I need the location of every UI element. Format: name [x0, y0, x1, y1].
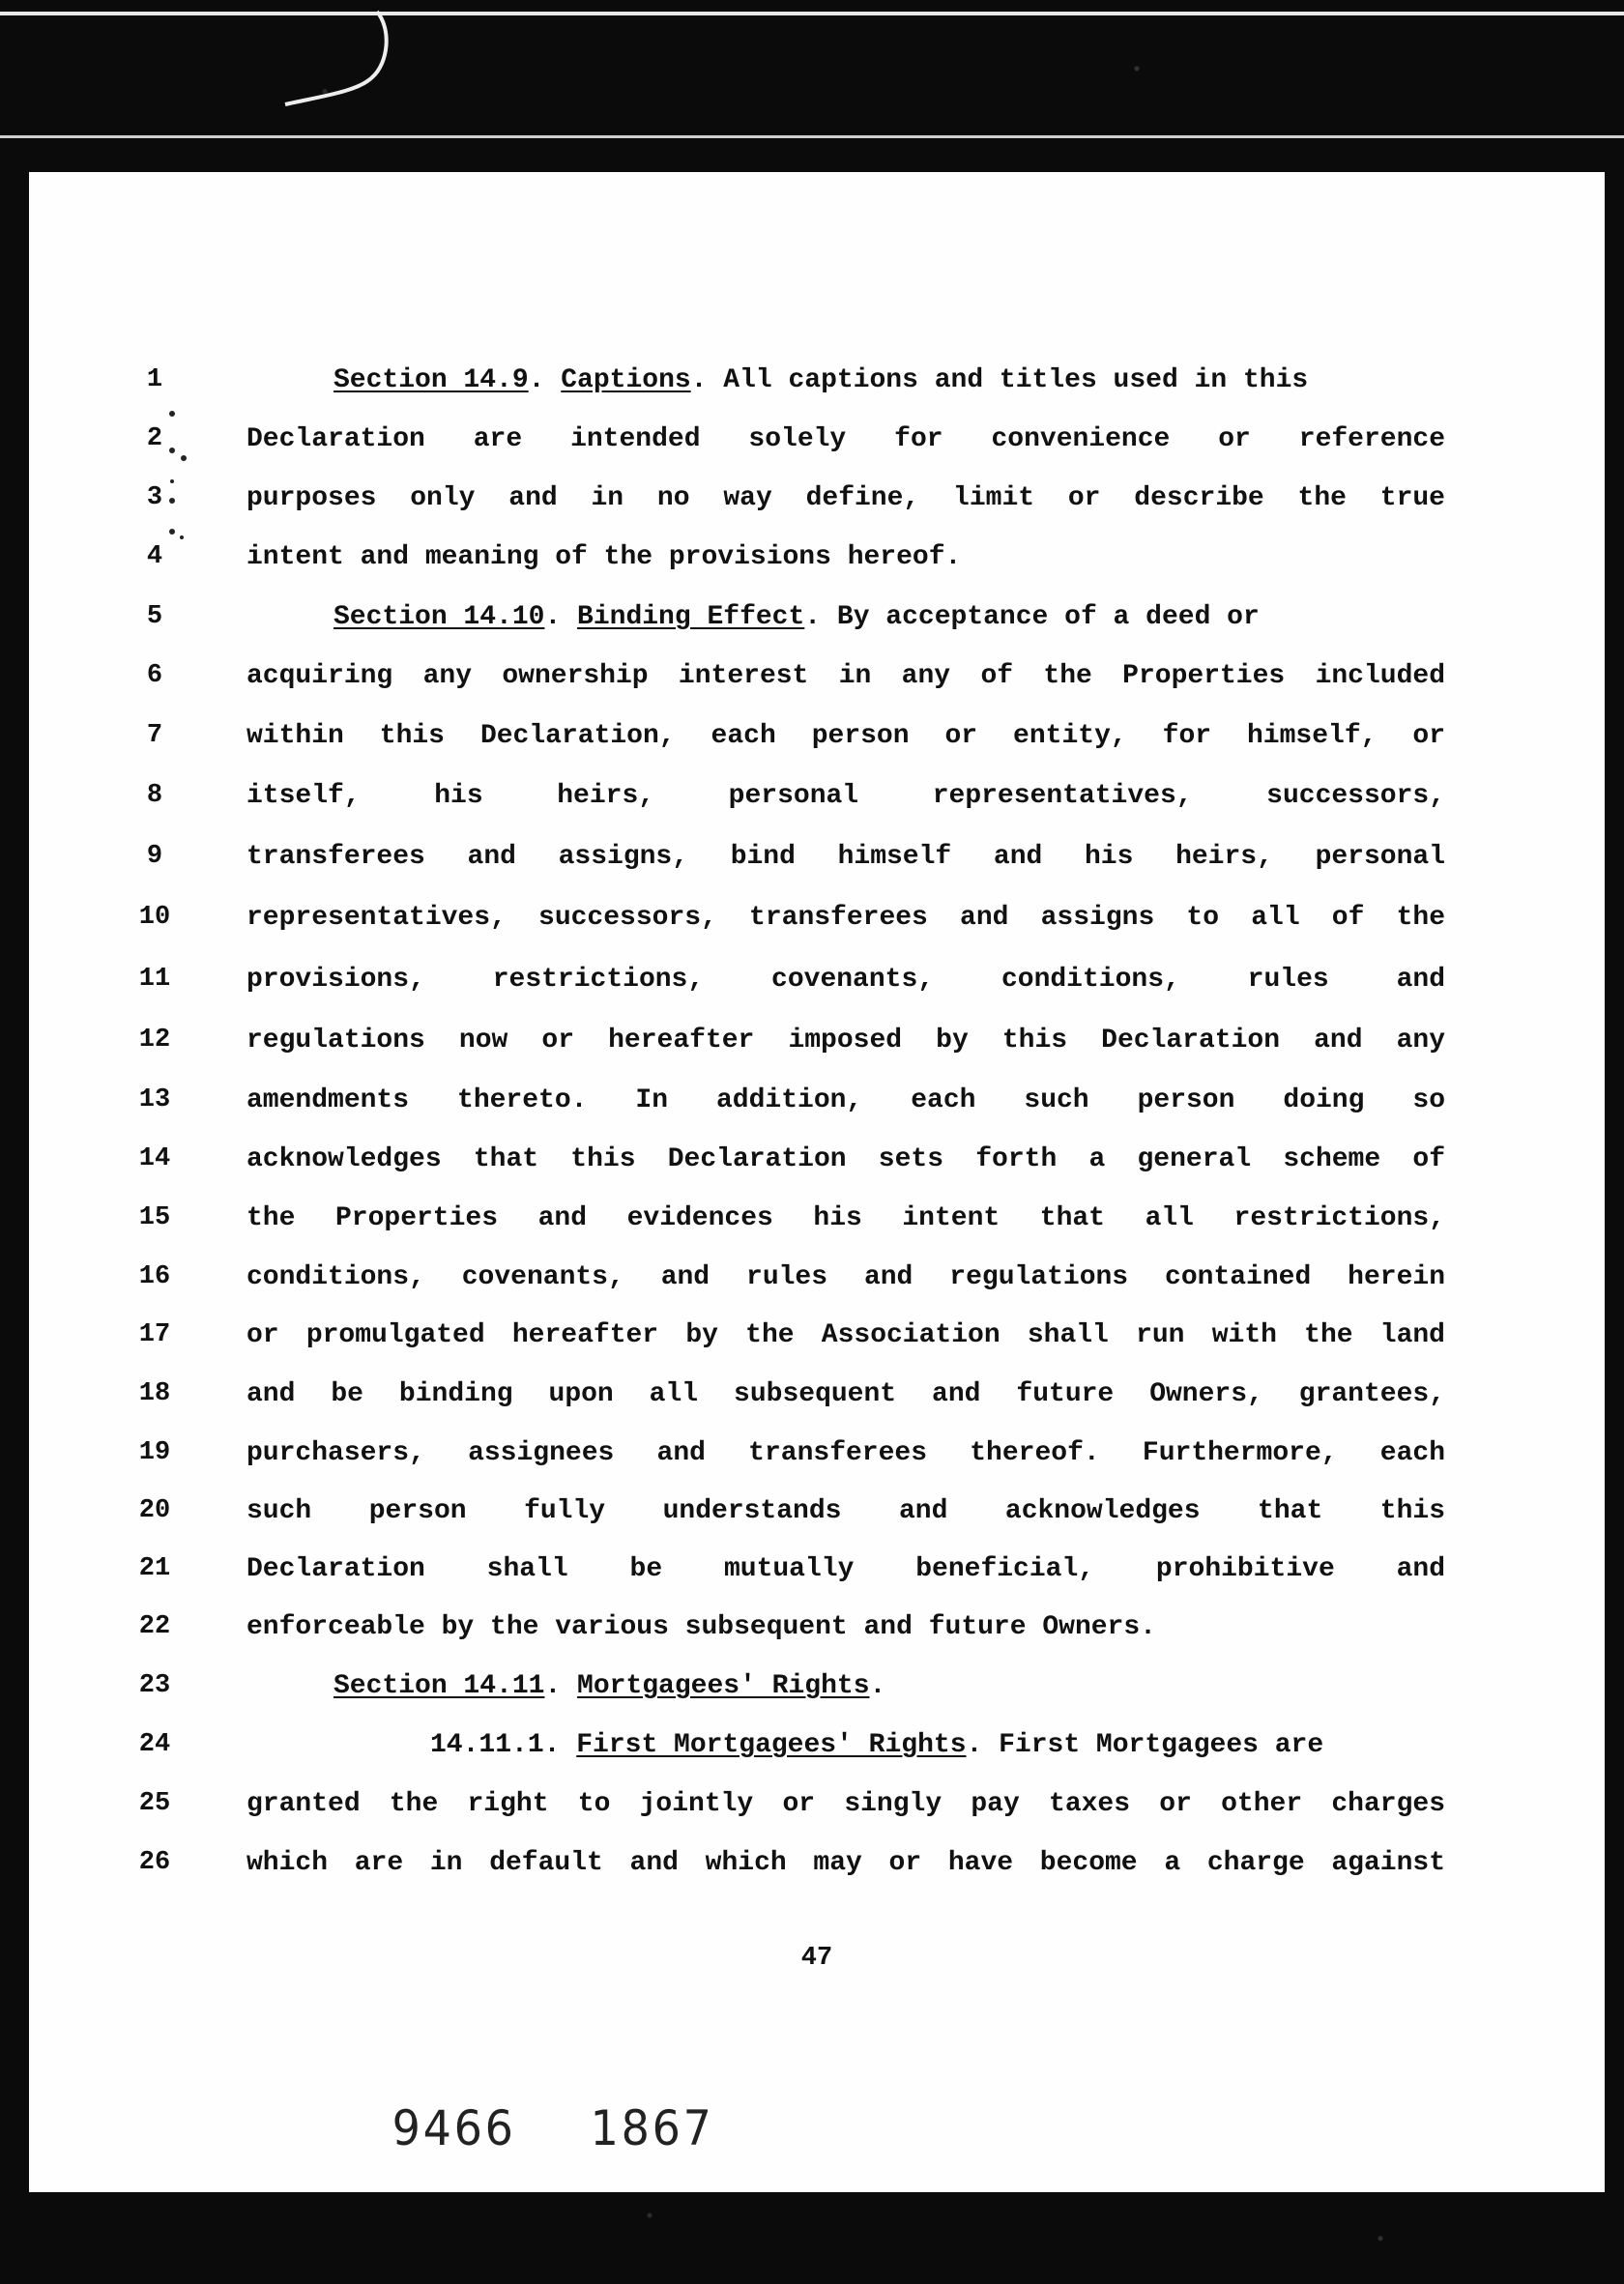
text-fragment: . First Mortgagees are [966, 1730, 1324, 1760]
line-number: 18 [138, 1379, 171, 1408]
line-number: 2 [146, 424, 163, 453]
line-number: 24 [138, 1730, 171, 1759]
line-number: 4 [146, 542, 163, 571]
line-number: 15 [138, 1203, 171, 1232]
line-number: 11 [138, 965, 171, 994]
text-line [246, 1671, 1445, 1701]
text-line: Declaration shall be mutually beneficial, prohibitive and [246, 1554, 1445, 1584]
text-line: acquiring any ownership interest in any of the Properties included [246, 661, 1445, 691]
section-title: Mortgagees' Rights [577, 1671, 870, 1701]
text-line: and be binding upon all subsequent and future Owners, grantees, [246, 1379, 1445, 1409]
text-fragment: . [528, 365, 562, 395]
scan-edge-line [0, 135, 1624, 138]
line-number: 3 [146, 483, 163, 512]
line-number: 26 [138, 1848, 171, 1877]
text-fragment: . All captions and titles used in this [690, 365, 1309, 395]
line-number: 16 [138, 1262, 171, 1291]
line-number: 6 [146, 661, 163, 690]
page-number: 47 [800, 1944, 833, 1973]
line-number: 7 [146, 721, 163, 750]
line-number: 8 [146, 781, 163, 810]
text-line: intent and meaning of the provisions hereof. [246, 542, 962, 572]
line-number: 23 [138, 1671, 171, 1700]
text-line: within this Declaration, each person or entity, for himself, or [246, 721, 1445, 751]
text-line [246, 365, 1445, 395]
scan-edge-line [0, 12, 1624, 15]
recording-book-stamp: 9466 [392, 2100, 516, 2156]
text-line: or promulgated hereafter by the Association shall run with the land [246, 1320, 1445, 1350]
section-title: Binding Effect [577, 602, 805, 632]
text-line: which are in default and which may or have become a charge against [246, 1848, 1445, 1878]
line-number: 10 [138, 903, 171, 932]
text-line: transferees and assigns, bind himself and his heirs, personal [246, 842, 1445, 872]
line-number: 19 [138, 1438, 171, 1467]
line-number: 20 [138, 1496, 171, 1525]
text-line: amendments thereto. In addition, each such person doing so [246, 1085, 1445, 1115]
text-line: acknowledges that this Declaration sets forth a general scheme of [246, 1144, 1445, 1174]
line-number: 25 [138, 1789, 171, 1818]
text-line: such person fully understands and acknowledges that this [246, 1496, 1445, 1526]
line-number: 21 [138, 1554, 171, 1583]
text-line: Declaration are intended solely for convenience or reference [246, 424, 1445, 454]
text-fragment: . [544, 602, 578, 632]
text-line [246, 602, 1445, 632]
text-line: conditions, covenants, and rules and regulations contained herein [246, 1262, 1445, 1292]
subsection-number: 14.11.1. [430, 1730, 577, 1760]
text-fragment: . By acceptance of a deed or [804, 602, 1260, 632]
text-line: purchasers, assignees and transferees thereof. Furthermore, each [246, 1438, 1445, 1468]
text-line: granted the right to jointly or singly pay taxes or other charges [246, 1789, 1445, 1819]
text-line: itself, his heirs, personal representatives, successors, [246, 781, 1445, 811]
section-number: Section 14.10 [334, 602, 545, 632]
document-page [29, 172, 1605, 2192]
text-fragment: . [869, 1671, 886, 1701]
line-number: 13 [138, 1085, 171, 1114]
text-line: purposes only and in no way define, limit or describe the true [246, 483, 1445, 513]
line-number: 9 [146, 842, 163, 871]
text-line: regulations now or hereafter imposed by this Declaration and any [246, 1026, 1445, 1055]
recording-page-stamp: 1867 [590, 2100, 714, 2156]
line-number: 1 [146, 365, 163, 394]
section-title: Captions [561, 365, 691, 395]
line-number: 22 [138, 1612, 171, 1641]
section-number: Section 14.9 [334, 365, 529, 395]
text-line: the Properties and evidences his intent that all restrictions, [246, 1203, 1445, 1233]
text-fragment: . [544, 1671, 578, 1701]
subsection-title: First Mortgagees' Rights [576, 1730, 967, 1760]
text-line: representatives, successors, transferees and assigns to all of the [246, 903, 1445, 933]
line-number: 12 [138, 1026, 171, 1055]
text-line [246, 1730, 1445, 1760]
line-number: 17 [138, 1320, 171, 1349]
line-number: 5 [146, 602, 163, 631]
text-line: enforceable by the various subsequent and future Owners. [246, 1612, 1156, 1642]
section-number: Section 14.11 [334, 1671, 545, 1701]
text-line: provisions, restrictions, covenants, conditions, rules and [246, 965, 1445, 995]
line-number: 14 [138, 1144, 171, 1173]
handwritten-bracket [280, 10, 396, 106]
